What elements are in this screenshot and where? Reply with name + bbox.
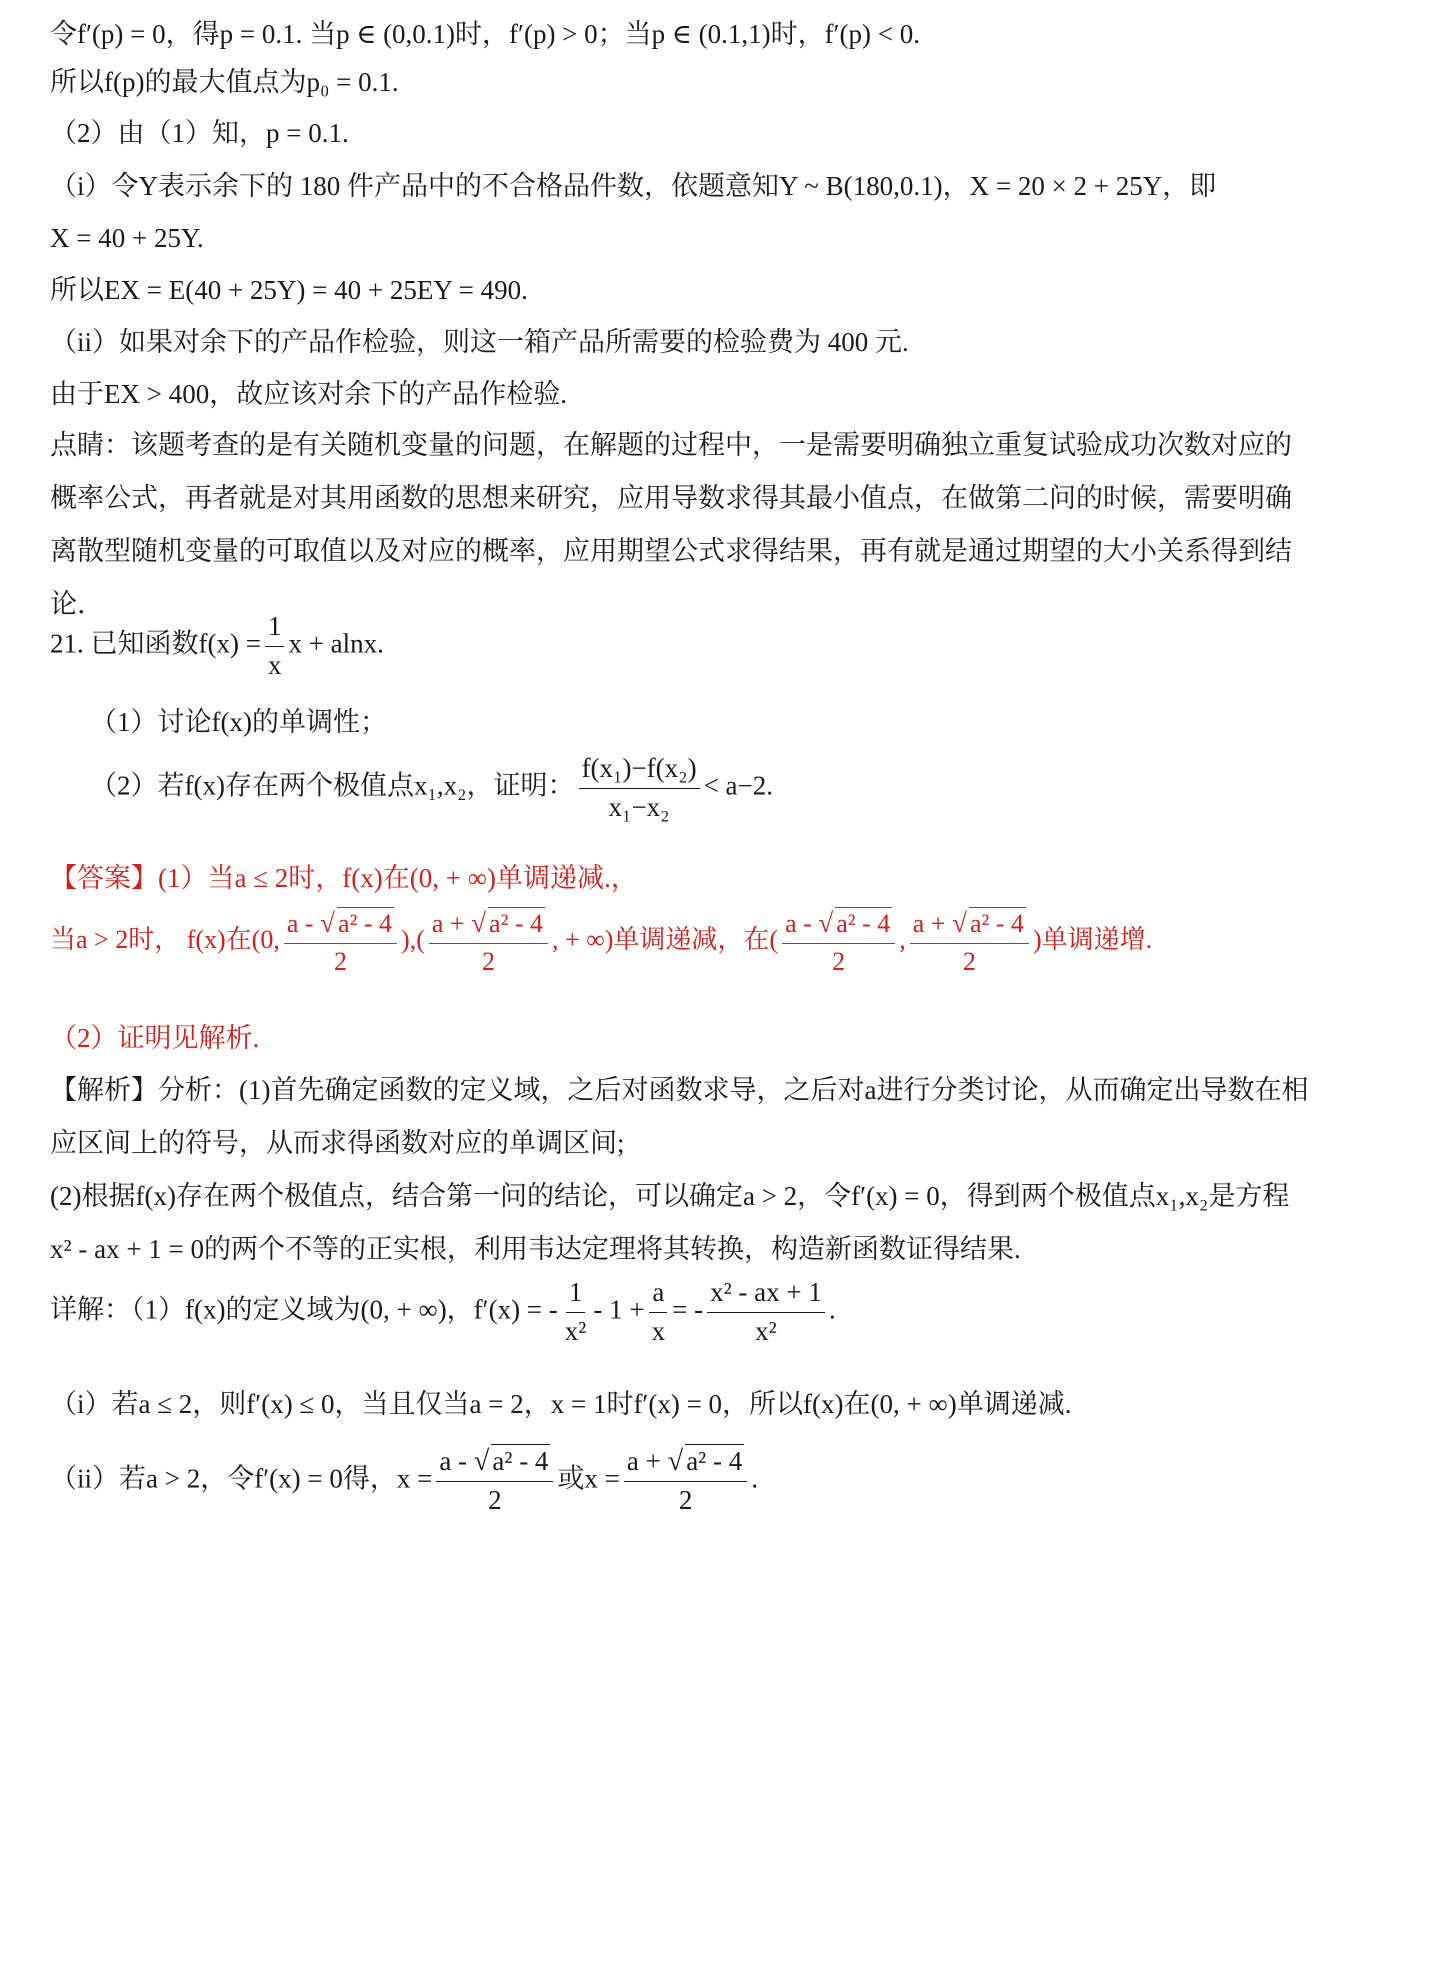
solution-text: = - xyxy=(672,1294,704,1325)
numerator-text: a + xyxy=(626,1446,661,1476)
radical-icon: √ xyxy=(320,908,336,938)
answer-text: , xyxy=(899,924,906,954)
denominator: 2 xyxy=(962,946,976,976)
solution-text: - 1 + xyxy=(593,1294,645,1325)
denominator: 2 xyxy=(333,946,347,976)
denominator: 2 xyxy=(488,1485,502,1516)
fraction xyxy=(579,752,700,825)
denominator: 2 xyxy=(481,946,495,976)
numerator-text: a + xyxy=(912,909,946,938)
radicand: a² - 4 xyxy=(835,907,892,941)
numerator-text: a - xyxy=(785,909,812,938)
answer-text: )单调递增. xyxy=(1032,924,1153,954)
problem-21-statement xyxy=(50,610,1398,683)
solution-text: . xyxy=(828,1294,836,1325)
radicand: a² - 4 xyxy=(488,907,545,941)
numerator-text: a - xyxy=(286,909,314,938)
comment-line: 点睛：该题考查的是有关随机变量的问题，在解题的过程中，一是需要明确独立重复试验成功次数对应的 xyxy=(50,430,1292,461)
answer-line: 【答案】(1）当a ≤ 2时，f(x)在(0, + ∞)单调递减.， xyxy=(50,863,638,893)
radical-icon: √ xyxy=(473,1446,490,1477)
radical-icon: √ xyxy=(667,1446,684,1477)
text-line: （2）由（1）知，p = 0.1. xyxy=(50,118,349,148)
answer-line: （2）证明见解析. xyxy=(50,1023,260,1053)
text-line: 由于EX > 400，故应该对余下的产品作检验. xyxy=(50,379,567,409)
numerator xyxy=(624,1444,747,1482)
answer-text: 当a > 2时， f(x)在(0, xyxy=(50,924,280,954)
solution-text: . xyxy=(751,1463,759,1494)
answer-text: , + ∞)单调递减，在( xyxy=(552,924,779,954)
text-line: （ii）如果对余下的产品作检验，则这一箱产品所需要的检验费为 400 元. xyxy=(50,327,909,357)
text-line: 所以EX = E(40 + 25Y) = 40 + 25EY = 490. xyxy=(50,275,528,305)
answer-text: ),( xyxy=(401,924,425,954)
numerator xyxy=(782,906,895,944)
numerator xyxy=(910,906,1029,944)
text-line: 所以f(p)的最大值点为p₀ = 0.1. xyxy=(50,67,399,97)
comment-line: 论. xyxy=(50,589,86,620)
answer-intervals xyxy=(50,906,1398,978)
fraction xyxy=(436,1444,553,1518)
fraction xyxy=(429,906,548,978)
numerator: x² - ax + 1 xyxy=(707,1276,825,1313)
solution-text: 或x = xyxy=(557,1463,620,1494)
numerator: 1 xyxy=(265,610,285,647)
analysis-line: (2)根据f(x)存在两个极值点，结合第一问的结论，可以确定a > 2，令f′(x) = 0，得到两个极值点x₁,x₂是方程 xyxy=(50,1181,1290,1211)
radical-icon: √ xyxy=(471,908,487,938)
radicand: a² - 4 xyxy=(491,1444,550,1479)
denominator: x xyxy=(651,1315,666,1346)
text-line: （i）令Y表示余下的 180 件产品中的不合格品件数，依题意知Y ~ B(180,0.1)，X = 20 × 2 + 25Y，即 xyxy=(50,171,1217,201)
statement-text: < a−2. xyxy=(703,770,774,801)
problem-21-part-2 xyxy=(90,752,1398,825)
numerator: 1 xyxy=(566,1276,586,1313)
radicand: a² - 4 xyxy=(337,907,394,941)
numerator-text: a - xyxy=(439,1446,468,1476)
statement-text: x + alnx. xyxy=(288,628,384,659)
analysis-line: 【解析】分析：(1)首先确定函数的定义域，之后对函数求导，之后对a进行分类讨论，从而确定出导数在相 xyxy=(50,1075,1309,1105)
numerator xyxy=(284,906,397,944)
fraction xyxy=(782,906,895,978)
fraction xyxy=(284,906,397,978)
numerator xyxy=(436,1444,553,1482)
numerator-text: a + xyxy=(431,909,465,938)
denominator: x xyxy=(267,649,282,680)
fraction xyxy=(649,1276,669,1349)
radical-icon: √ xyxy=(818,908,834,938)
solution-text: （ii）若a > 2，令f′(x) = 0得，x = xyxy=(50,1463,433,1494)
fraction xyxy=(707,1276,825,1349)
fraction xyxy=(265,610,285,683)
text-line: X = 40 + 25Y. xyxy=(50,223,204,253)
denominator: x² xyxy=(755,1315,777,1346)
denominator: 2 xyxy=(678,1485,693,1516)
fraction xyxy=(562,1276,590,1349)
denominator: 2 xyxy=(832,946,846,976)
solution-derivative xyxy=(50,1276,1398,1349)
numerator: f(x₁)−f(x₂) xyxy=(579,752,700,789)
radicand: a² - 4 xyxy=(969,907,1026,941)
fraction xyxy=(624,1444,747,1518)
problem-21-part-1: （1）讨论f(x)的单调性； xyxy=(90,707,387,737)
analysis-line: 应区间上的符号，从而求得函数对应的单调区间; xyxy=(50,1128,625,1158)
denominator: x₁−x₂ xyxy=(608,791,670,822)
radicand: a² - 4 xyxy=(685,1444,744,1479)
analysis-line: x² - ax + 1 = 0的两个不等的正实根，利用韦达定理将其转换，构造新函数证得结果. xyxy=(50,1234,1021,1264)
comment-line: 概率公式，再者就是对其用函数的思想来研究，应用导数求得其最小值点，在做第二问的时候，需要明确 xyxy=(50,483,1292,514)
numerator: a xyxy=(649,1276,667,1313)
fraction xyxy=(910,906,1029,978)
comment-line: 离散型随机变量的可取值以及对应的概率，应用期望公式求得结果，再有就是通过期望的大小关系得到结 xyxy=(50,536,1292,567)
text-line: 令f′(p) = 0，得p = 0.1. 当p ∈ (0,0.1)时，f′(p) > 0；当p ∈ (0.1,1)时，f′(p) < 0. xyxy=(50,19,920,49)
solution-text: 详解：（1）f(x)的定义域为(0, + ∞)，f′(x) = - xyxy=(50,1294,558,1325)
radical-icon: √ xyxy=(951,908,967,938)
numerator xyxy=(429,906,548,944)
solution-case-i: （i）若a ≤ 2，则f′(x) ≤ 0，当且仅当a = 2，x = 1时f′(x) = 0，所以f(x)在(0, + ∞)单调递减. xyxy=(50,1389,1072,1419)
denominator: x² xyxy=(564,1315,587,1346)
solution-case-ii xyxy=(50,1444,1398,1518)
statement-text: 21. 已知函数f(x) = xyxy=(50,628,261,659)
statement-text: （2）若f(x)存在两个极值点x₁,x₂，证明： xyxy=(90,770,575,801)
